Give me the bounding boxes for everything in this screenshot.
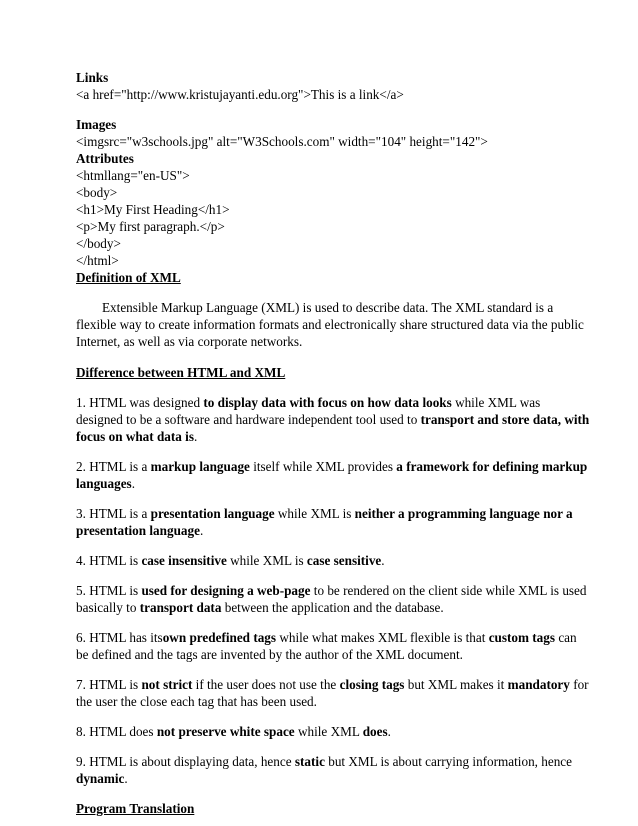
difference-point-3-line-1: 3. HTML is a presentation language while XML is neither a programming language nor a bbox=[76, 506, 573, 521]
difference-point-5-line-1: 5. HTML is used for designing a web-page to be rendered on the client side while XML is used bbox=[76, 583, 587, 598]
difference-point-1-line-3: focus on what data is. bbox=[76, 429, 198, 444]
attributes-code-line: <h1>My First Heading</h1> bbox=[76, 202, 230, 217]
difference-point-9-line-2: dynamic. bbox=[76, 771, 128, 786]
attributes-code-line: <htmllang="en-US"> bbox=[76, 168, 190, 183]
images-code: <imgsrc="w3schools.jpg" alt="W3Schools.com" width="104" height="142"> bbox=[76, 134, 488, 149]
xml-definition-line: flexible way to create information formats and electronically share structured data via the public bbox=[76, 317, 584, 332]
difference-point-1-line-2: designed to be a software and hardware independent tool used to transport and store data, with bbox=[76, 412, 590, 427]
difference-point-6-line-1: 6. HTML has itsown predefined tags while what makes XML flexible is that custom tags can bbox=[76, 630, 577, 645]
difference-point-4: 4. HTML is case insensitive while XML is case sensitive. bbox=[76, 553, 385, 568]
difference-point-7-line-2: the user the close each tag that has been used. bbox=[76, 694, 317, 709]
difference-point-9-line-1: 9. HTML is about displaying data, hence static but XML is about carrying information, hence bbox=[76, 754, 573, 769]
attributes-code-line: <p>My first paragraph.</p> bbox=[76, 219, 225, 234]
attributes-code-line: </html> bbox=[76, 253, 119, 268]
links-code: <a href="http://www.kristujayanti.edu.org">This is a link</a> bbox=[76, 87, 404, 102]
images-heading: Images bbox=[76, 117, 117, 132]
difference-point-1-line-1: 1. HTML was designed to display data with focus on how data looks while XML was bbox=[76, 395, 541, 410]
difference-point-8: 8. HTML does not preserve white space while XML does. bbox=[76, 724, 391, 739]
difference-point-3-line-2: presentation language. bbox=[76, 523, 204, 538]
xml-definition-heading: Definition of XML bbox=[76, 270, 181, 285]
difference-heading: Difference between HTML and XML bbox=[76, 365, 286, 380]
difference-point-5-line-2: basically to transport data between the application and the database. bbox=[76, 600, 444, 615]
xml-definition-line: Extensible Markup Language (XML) is used to describe data. The XML standard is a bbox=[102, 300, 554, 315]
attributes-code-line: <body> bbox=[76, 185, 118, 200]
difference-point-2-line-1: 2. HTML is a markup language itself while XML provides a framework for defining markup bbox=[76, 459, 588, 474]
xml-definition-line: Internet, as well as via corporate networks. bbox=[76, 334, 303, 349]
links-heading: Links bbox=[76, 70, 109, 85]
attributes-heading: Attributes bbox=[76, 151, 134, 166]
difference-point-6-line-2: be defined and the tags are invented by the author of the XML document. bbox=[76, 647, 463, 662]
difference-point-2-line-2: languages. bbox=[76, 476, 135, 491]
difference-point-7-line-1: 7. HTML is not strict if the user does not use the closing tags but XML makes it mandatory for bbox=[76, 677, 589, 692]
attributes-code-line: </body> bbox=[76, 236, 121, 251]
program-translation-heading: Program Translation bbox=[76, 801, 195, 816]
